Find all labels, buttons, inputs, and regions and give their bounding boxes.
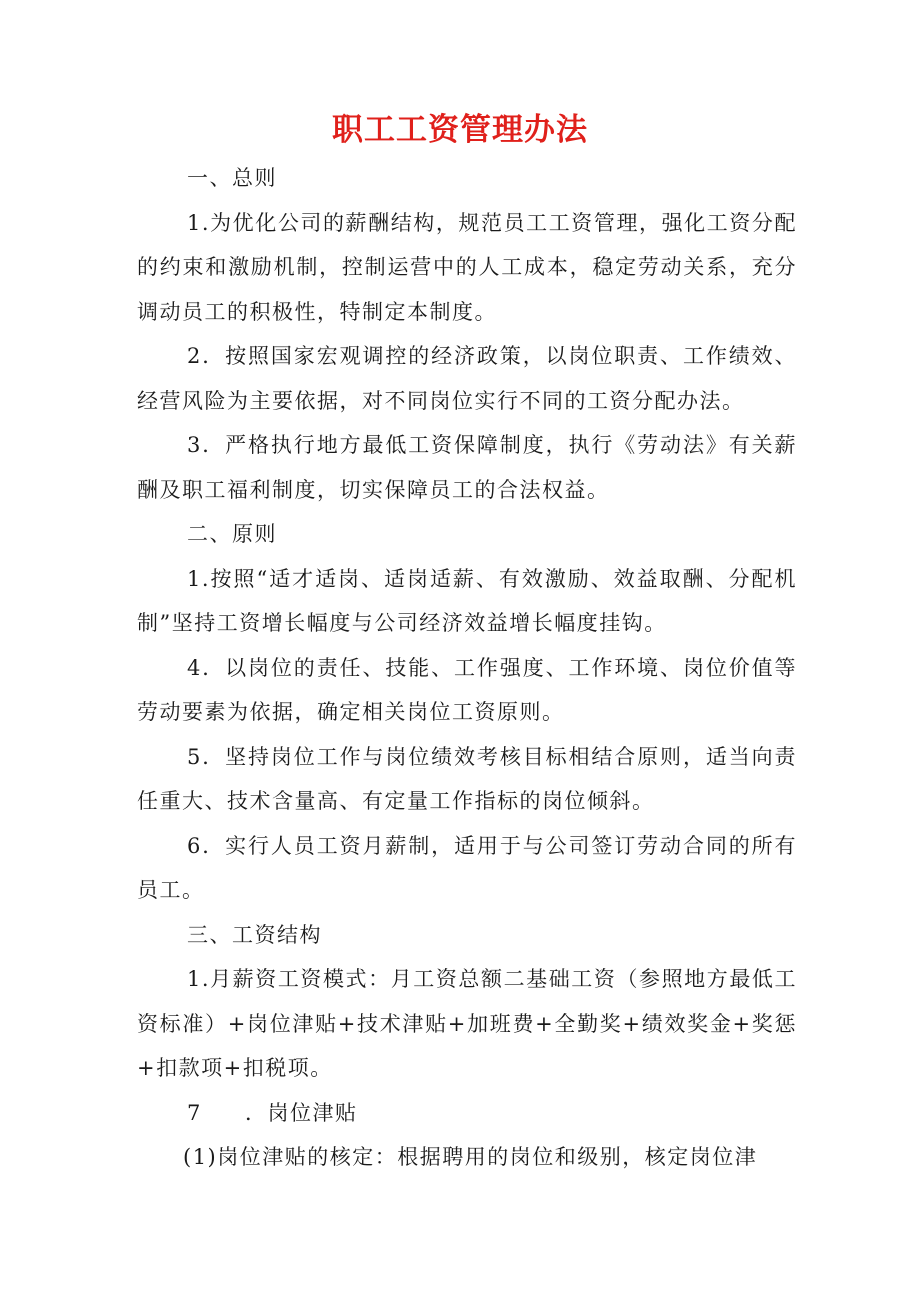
document-body (137, 156, 797, 1180)
paragraph: 1.月薪资工资模式：月工资总额二基础工资（参照地方最低工资标准）+岗位津贴+技术津贴+加班费+全勤奖+绩效奖金+奖惩+扣款项+扣税项。 (137, 967, 797, 1080)
section-heading-structure: 三、工资结构 (187, 922, 322, 947)
paragraph: 3．严格执行地方最低工资保障制度，执行《劳动法》有关薪酬及职工福利制度，切实保障员工的合法权益。 (137, 433, 797, 502)
paragraph: 1.为优化公司的薪酬结构，规范员工工资管理，强化工资分配的约束和激励机制，控制运营中的人工成本，稳定劳动关系，充分调动员工的积极性，特制定本制度。 (137, 210, 797, 324)
paragraph: 6．实行人员工资月薪制，适用于与公司签订劳动合同的所有员工。 (137, 833, 797, 902)
document-title: 职工工资管理办法 (332, 112, 588, 148)
sub-paragraph: (1)岗位津贴的核定：根据聘用的岗位和级别，核定岗位津 (183, 1145, 758, 1169)
section-heading-general: 一、总则 (187, 166, 277, 190)
list-item-post-allowance (137, 1091, 797, 1136)
item-label: ．岗位津贴 (245, 1100, 358, 1125)
paragraph: 2．按照国家宏观调控的经济政策，以岗位职责、工作绩效、经营风险为主要依据，对不同岗位实行不同的工资分配办法。 (137, 344, 797, 413)
paragraph: 1.按照“适才适岗、适岗适薪、有效激励、效益取酬、分配机制”坚持工资增长幅度与公司经济效益增长幅度挂钩。 (137, 566, 797, 635)
paragraph: 5．坚持岗位工作与岗位绩效考核目标相结合原则，适当向责任重大、技术含量高、有定量工作指标的岗位倾斜。 (137, 744, 797, 813)
paragraph: 4．以岗位的责任、技能、工作强度、工作环境、岗位价值等劳动要素为依据，确定相关岗位工资原则。 (137, 655, 797, 724)
section-heading-principles: 二、原则 (187, 522, 277, 546)
item-number: 7 (187, 1100, 202, 1125)
